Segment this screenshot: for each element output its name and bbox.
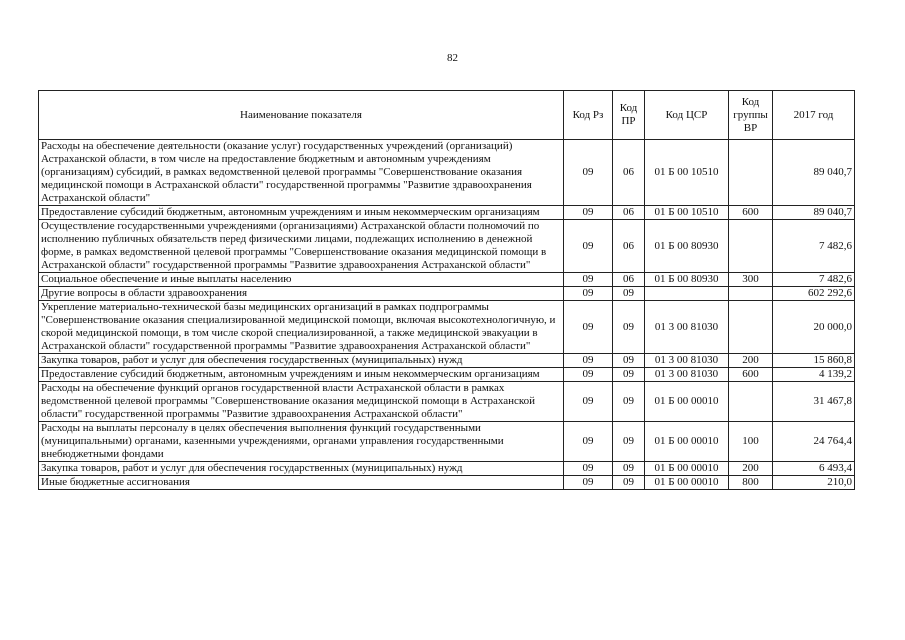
- cell-csr: 01 Б 00 10510: [645, 140, 729, 206]
- cell-rz: 09: [564, 422, 613, 462]
- cell-amount: 89 040,7: [773, 206, 855, 220]
- cell-name: Предоставление субсидий бюджетным, автономным учреждениям и иным некоммерческим организациям: [39, 368, 564, 382]
- cell-pr: 09: [613, 368, 645, 382]
- cell-amount: 7 482,6: [773, 273, 855, 287]
- cell-csr: [645, 287, 729, 301]
- cell-vr: [729, 140, 773, 206]
- cell-vr: 200: [729, 354, 773, 368]
- cell-rz: 09: [564, 301, 613, 354]
- cell-amount: 210,0: [773, 476, 855, 490]
- cell-vr: 100: [729, 422, 773, 462]
- table-row: [39, 476, 855, 490]
- cell-name: Социальное обеспечение и иные выплаты населению: [39, 273, 564, 287]
- cell-csr: 01 Б 00 10510: [645, 206, 729, 220]
- cell-rz: 09: [564, 140, 613, 206]
- cell-csr: 01 Б 00 80930: [645, 273, 729, 287]
- cell-name: Укрепление материально-технической базы медицинских организаций в рамках подпрограммы "Совершенствование оказания специализированной медицинской помощи, включая высокотехнологичную, и скорой медицинской помощи, в том числе скорой специализированной, а также медицинской эвакуации в Астраханской области" государственной программы "Развитие здравоохранения Астраханской области": [39, 301, 564, 354]
- cell-vr: [729, 382, 773, 422]
- cell-amount: 89 040,7: [773, 140, 855, 206]
- cell-pr: 09: [613, 354, 645, 368]
- table-row: [39, 273, 855, 287]
- cell-amount: 31 467,8: [773, 382, 855, 422]
- cell-pr: 09: [613, 476, 645, 490]
- cell-csr: 01 Б 00 00010: [645, 462, 729, 476]
- cell-name: Другие вопросы в области здравоохранения: [39, 287, 564, 301]
- cell-csr: 01 3 00 81030: [645, 354, 729, 368]
- cell-csr: 01 Б 00 00010: [645, 476, 729, 490]
- cell-pr: 09: [613, 462, 645, 476]
- cell-name: Расходы на обеспечение деятельности (оказание услуг) государственных учреждений (организаций) Астраханской области, в том числе на предоставление бюджетным и автономным учреждениям (организациям) субсидий, в рамках ведомственной целевой программы "Совершенствование оказания медицинской помощи в Астраханской области" государственной программы "Развитие здравоохранения Астраханской области": [39, 140, 564, 206]
- cell-rz: 09: [564, 476, 613, 490]
- header-name: Наименование показателя: [39, 91, 564, 140]
- cell-pr: 06: [613, 273, 645, 287]
- cell-pr: 09: [613, 422, 645, 462]
- cell-vr: 300: [729, 273, 773, 287]
- cell-amount: 15 860,8: [773, 354, 855, 368]
- cell-rz: 09: [564, 354, 613, 368]
- table-row: [39, 206, 855, 220]
- cell-name: Осуществление государственными учреждениями (организациями) Астраханской области полномочий по исполнению публичных обязательств перед физическими лицами, подлежащих исполнению в денежной форме, в рамках ведомственной целевой программы "Совершенствование оказания медицинской помощи в Астраханской области" государственной программы "Развитие здравоохранения Астраханской области": [39, 220, 564, 273]
- cell-name: Закупка товаров, работ и услуг для обеспечения государственных (муниципальных) нужд: [39, 354, 564, 368]
- cell-pr: 09: [613, 287, 645, 301]
- cell-csr: 01 3 00 81030: [645, 368, 729, 382]
- cell-rz: 09: [564, 462, 613, 476]
- cell-pr: 09: [613, 382, 645, 422]
- cell-vr: 600: [729, 206, 773, 220]
- cell-csr: 01 3 00 81030: [645, 301, 729, 354]
- cell-vr: 600: [729, 368, 773, 382]
- cell-vr: [729, 301, 773, 354]
- cell-amount: 24 764,4: [773, 422, 855, 462]
- table-row: [39, 368, 855, 382]
- cell-name: Расходы на выплаты персоналу в целях обеспечения выполнения функций государственными (муниципальными) органами, казенными учреждениями, органами управления государственными внебюджетными фондами: [39, 422, 564, 462]
- cell-vr: 200: [729, 462, 773, 476]
- header-csr: Код ЦСР: [645, 91, 729, 140]
- cell-pr: 09: [613, 301, 645, 354]
- cell-name: Предоставление субсидий бюджетным, автономным учреждениям и иным некоммерческим организациям: [39, 206, 564, 220]
- cell-vr: [729, 220, 773, 273]
- cell-rz: 09: [564, 382, 613, 422]
- cell-csr: 01 Б 00 00010: [645, 382, 729, 422]
- cell-rz: 09: [564, 287, 613, 301]
- cell-rz: 09: [564, 206, 613, 220]
- header-rz: Код Рз: [564, 91, 613, 140]
- cell-vr: 800: [729, 476, 773, 490]
- header-vr: Код группы ВР: [729, 91, 773, 140]
- table-row: [39, 287, 855, 301]
- table-row: [39, 422, 855, 462]
- table-row: [39, 220, 855, 273]
- table-row: [39, 462, 855, 476]
- cell-name: Иные бюджетные ассигнования: [39, 476, 564, 490]
- cell-amount: 4 139,2: [773, 368, 855, 382]
- header-year: 2017 год: [773, 91, 855, 140]
- cell-vr: [729, 287, 773, 301]
- header-pr: Код ПР: [613, 91, 645, 140]
- cell-pr: 06: [613, 220, 645, 273]
- cell-pr: 06: [613, 140, 645, 206]
- cell-csr: 01 Б 00 00010: [645, 422, 729, 462]
- table-row: [39, 382, 855, 422]
- table-row: [39, 140, 855, 206]
- cell-rz: 09: [564, 273, 613, 287]
- cell-rz: 09: [564, 220, 613, 273]
- cell-rz: 09: [564, 368, 613, 382]
- cell-amount: 20 000,0: [773, 301, 855, 354]
- table-row: [39, 301, 855, 354]
- budget-table: [38, 90, 855, 490]
- table-header-row: [39, 91, 855, 140]
- cell-name: Закупка товаров, работ и услуг для обеспечения государственных (муниципальных) нужд: [39, 462, 564, 476]
- cell-amount: 602 292,6: [773, 287, 855, 301]
- cell-name: Расходы на обеспечение функций органов государственной власти Астраханской области в рамках ведомственной целевой программы "Совершенствование оказания медицинской помощи в Астраханской области" государственной программы "Развитие здравоохранения Астраханской области": [39, 382, 564, 422]
- cell-pr: 06: [613, 206, 645, 220]
- table-row: [39, 354, 855, 368]
- cell-csr: 01 Б 00 80930: [645, 220, 729, 273]
- cell-amount: 6 493,4: [773, 462, 855, 476]
- cell-amount: 7 482,6: [773, 220, 855, 273]
- page-number: 82: [447, 52, 458, 64]
